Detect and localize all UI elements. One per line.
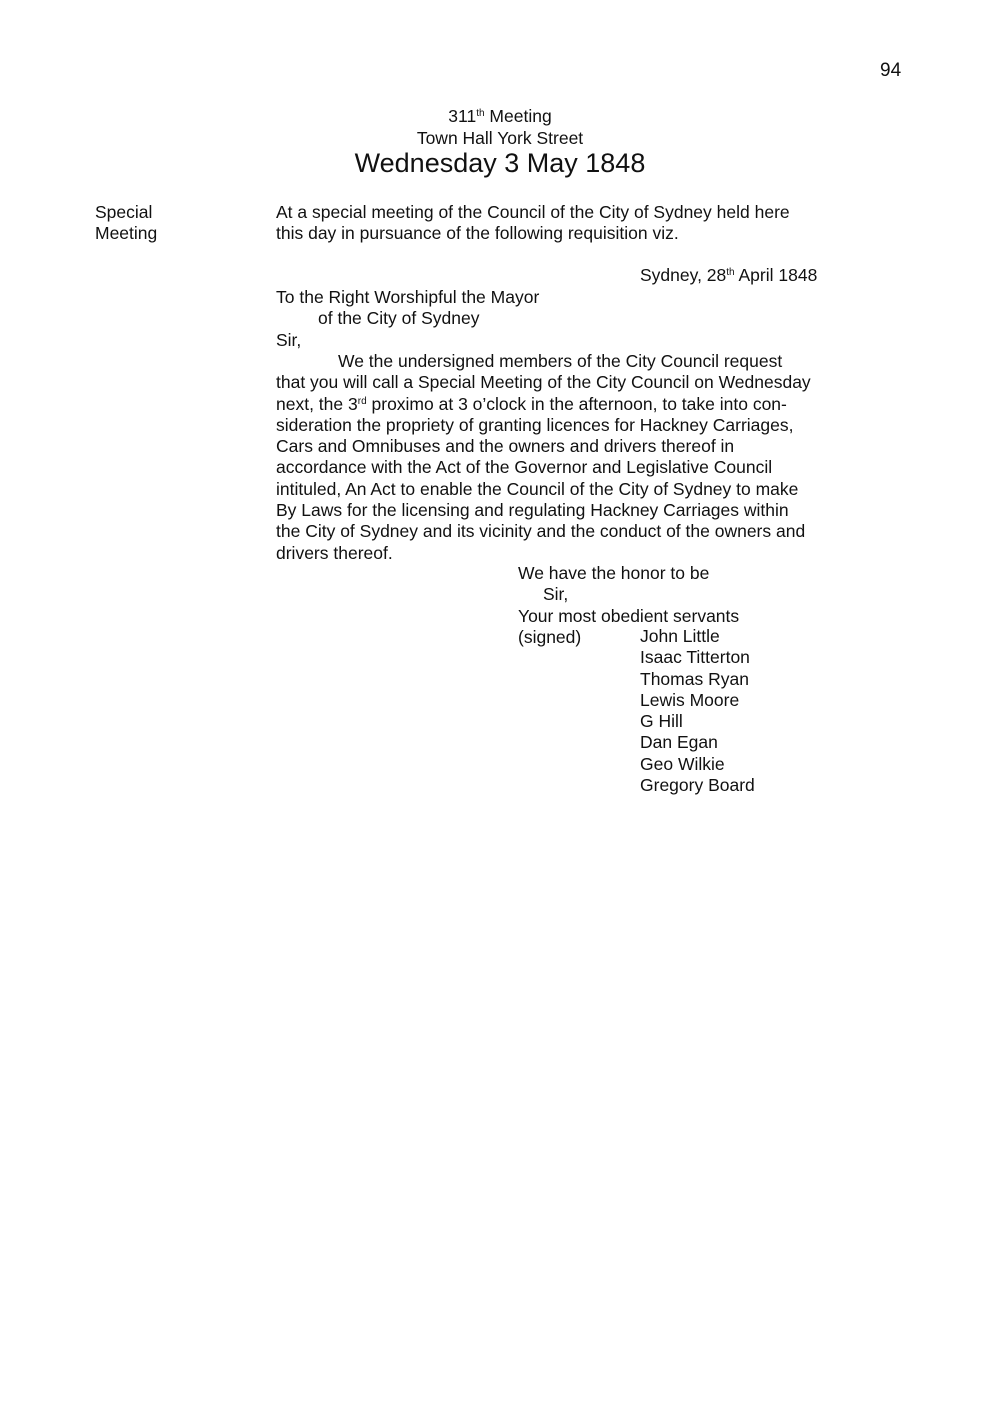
closing-line: We have the honor to be	[518, 563, 710, 583]
meeting-number-suffix: th	[476, 108, 485, 119]
meeting-number-value: 311	[448, 106, 477, 126]
signatory-name: Geo Wilkie	[640, 753, 725, 774]
addressee-line: To the Right Worshipful the Mayor	[276, 287, 540, 307]
signatory-name: Lewis Moore	[640, 689, 740, 710]
intro-line: this day in pursuance of the following requisition viz.	[276, 223, 679, 244]
signatory-name: Gregory Board	[640, 775, 755, 796]
body-line: We the undersigned members of the City Council request	[338, 351, 783, 371]
margin-note-line: Meeting	[95, 223, 158, 244]
body-line: intituled, An Act to enable the Council of the City of Sydney to make	[276, 478, 799, 499]
body-line-suffix: rd	[357, 395, 367, 407]
dateline-suffix: th	[726, 267, 735, 278]
body-line: Cars and Omnibuses and the owners and drivers thereof in	[276, 436, 735, 457]
dateline-pre: Sydney, 28	[640, 265, 727, 285]
meeting-number	[0, 106, 1000, 127]
closing-line: Your most obedient servants	[518, 605, 740, 626]
intro-paragraph	[276, 202, 851, 245]
letter-salutation: Sir,	[276, 329, 302, 350]
signatory-name: John Little	[640, 626, 720, 646]
letter-body	[276, 351, 851, 564]
meeting-venue: Town Hall York Street	[416, 128, 584, 148]
addressee-line: of the City of Sydney	[318, 308, 480, 329]
closing-line: Sir,	[543, 584, 569, 605]
intro-line: At a special meeting of the Council of the City of Sydney held here	[276, 202, 790, 222]
signatory-name: Isaac Titterton	[640, 647, 750, 668]
signed-label: (signed)	[518, 626, 582, 647]
signatory-name: Thomas Ryan	[640, 668, 749, 689]
dateline-post: April 1848	[734, 265, 818, 285]
letter-addressee	[276, 287, 851, 351]
body-line-post: proximo at 3 o’clock in the afternoon, to take into con-	[366, 393, 787, 414]
signatory-list	[640, 626, 755, 796]
body-line: sideration the propriety of granting licences for Hackney Carriages,	[276, 414, 794, 435]
page-number: 94	[880, 60, 902, 81]
body-line: drivers thereof.	[276, 542, 393, 563]
body-line	[276, 394, 851, 415]
margin-note	[95, 202, 157, 245]
body-line-pre: next, the 3	[276, 393, 358, 414]
meeting-date-heading: Wednesday 3 May 1848	[354, 148, 646, 178]
body-line: the City of Sydney and its vicinity and the conduct of the owners and	[276, 521, 806, 542]
meeting-label: Meeting	[489, 106, 552, 126]
body-line: By Laws for the licensing and regulating Hackney Carriages within	[276, 500, 789, 521]
signatory-name: G Hill	[640, 711, 683, 732]
body-line: that you will call a Special Meeting of the City Council on Wednesday	[276, 372, 811, 393]
signatory-name: Dan Egan	[640, 732, 718, 753]
margin-note-line: Special	[95, 202, 153, 222]
letter-dateline	[640, 265, 817, 286]
body-line: accordance with the Act of the Governor and Legislative Council	[276, 457, 773, 478]
